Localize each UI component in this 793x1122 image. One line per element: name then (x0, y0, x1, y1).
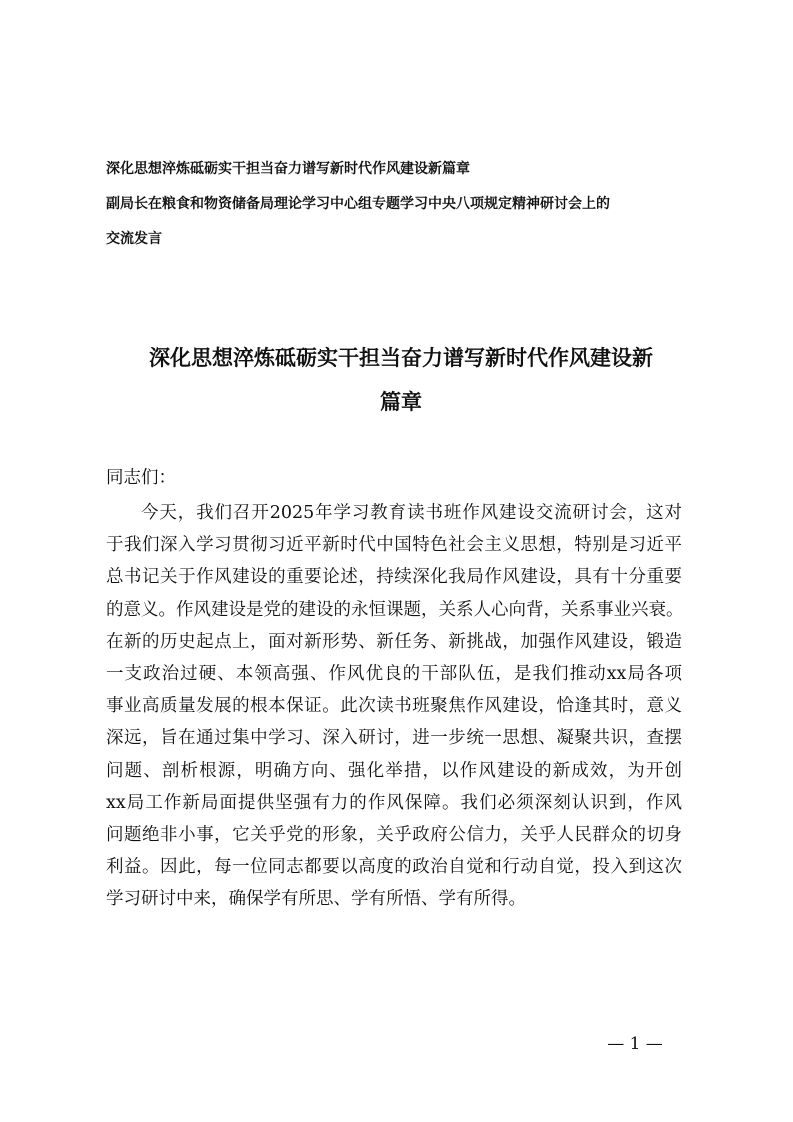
body-line: 今天，我们召开2025年学习教育读书班作风建设交流研讨会，这对 (141, 503, 682, 523)
body-line: 的意义。作风建设是党的建设的永恒课题，关系人心向背，关系事业兴衰。 (106, 599, 684, 620)
body-paragraph (106, 497, 682, 915)
main-title (106, 336, 696, 424)
main-title-line-2: 篇章 (380, 390, 422, 414)
body-line: 总书记关于作风建设的重要论述，持续深化我局作风建设，具有十分重要 (106, 567, 682, 588)
body-line: 一支政治过硬、本领高强、作风优良的干部队伍，是我们推动xx局各项 (106, 663, 682, 684)
header-subtitle-continuation: 交流发言 (106, 231, 162, 247)
body-line: 学习研讨中来，确保学有所思、学有所悟、学有所得。 (106, 889, 526, 910)
header-subtitle-line: 副局长在粮食和物资储备局理论学习中心组专题学习中央八项规定精神研讨会上的 (106, 196, 610, 212)
body-line: 于我们深入学习贯彻习近平新时代中国特色社会主义思想，特别是习近平 (106, 535, 682, 556)
salutation: 同志们： (106, 468, 176, 488)
body-line: 问题、剖析根源，明确方向、强化举措，以作风建设的新成效，为开创 (106, 760, 682, 781)
body-line: 在新的历史起点上，面对新形势、新任务、新挑战，加强作风建设，锻造 (106, 631, 682, 652)
document-header (106, 152, 696, 257)
page-number: — 1 — (607, 1034, 663, 1054)
body-line: xx局工作新局面提供坚强有力的作风保障。我们必须深刻认识到，作风 (106, 792, 682, 813)
main-title-line-1: 深化思想淬炼砥砺实干担当奋力谱写新时代作风建设新 (149, 346, 653, 370)
body-line: 问题绝非小事，它关乎党的形象，关乎政府公信力，关乎人民群众的切身 (106, 824, 682, 845)
body-line: 利益。因此，每一位同志都要以高度的政治自觉和行动自觉，投入到这次 (106, 857, 682, 878)
header-title-line: 深化思想淬炼砥砺实干担当奋力谱写新时代作风建设新篇章 (106, 161, 470, 177)
body-line: 事业高质量发展的根本保证。此次读书班聚焦作风建设，恰逢其时，意义 (106, 696, 682, 717)
body-line: 深远，旨在通过集中学习、深入研讨，进一步统一思想、凝聚共识，查摆 (106, 728, 682, 749)
